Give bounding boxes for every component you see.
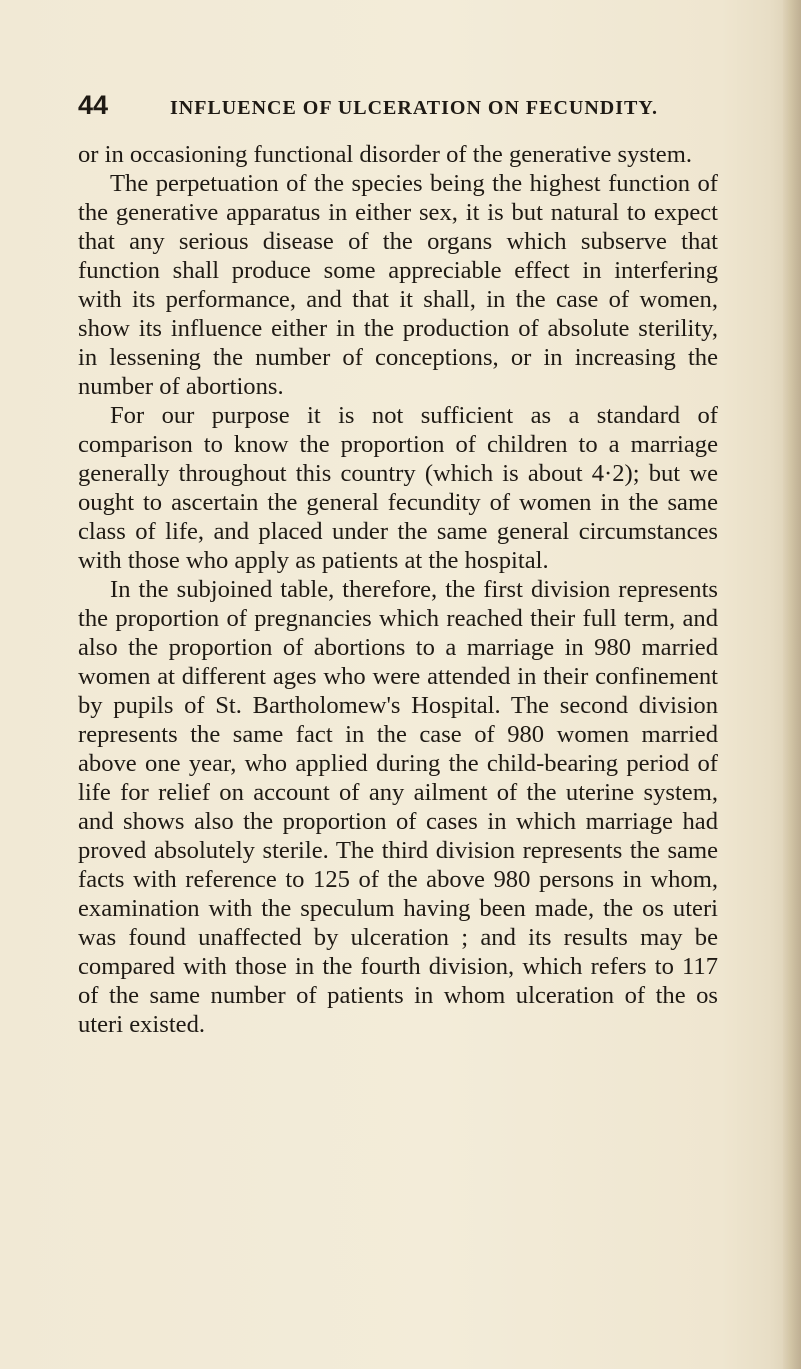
paragraph: For our purpose it is not sufficient as a standard of comparison to know the proportion of children to a marriage generally throughout this country (which is about 4·2); but we ought to ascertain the general fecundity of women in the same class of life, and placed under the same general circumstances with those who apply as patients at the hospital.: [78, 402, 718, 574]
paragraph: In the subjoined table, therefore, the first division represents the proportion of pregnancies which reached their full term, and also the proportion of abortions to a marriage in 980 married women at different ages who were attended in their confinement by pupils of St. Bartholomew's Hospital. The second division represents the same fact in the case of 980 women married above one year, who applied during the child-bearing period of life for relief on account of any ailment of the uterine system, and shows also the proportion of cases in which marriage had proved absolutely sterile. The third division represents the same facts with reference to 125 of the above 980 persons in whom, examination with the speculum having been made, the os uteri was found unaffected by ulceration ; and its results may be compared with those in the fourth division, which refers to 117 of the same number of patients in whom ulceration of the os uteri existed.: [78, 576, 718, 1038]
page-edge: [783, 0, 801, 1369]
running-head: INFLUENCE OF ULCERATION ON FECUNDITY.: [170, 97, 658, 119]
paragraph: The perpetuation of the species being the highest function of the generative apparatus in either sex, it is but natural to expect that any serious disease of the organs which subserve that function shall produce some appreciable effect in interfering with its performance, and that it shall, in the case of women, show its influence either in the production of absolute sterility, in lessening the number of conceptions, or in increasing the number of abortions.: [78, 170, 718, 400]
body-text: [78, 140, 718, 1039]
page-header: [78, 90, 718, 124]
page-number: 44: [78, 90, 109, 120]
paragraph-continuation: or in occasioning functional disorder of the generative system.: [78, 141, 692, 168]
